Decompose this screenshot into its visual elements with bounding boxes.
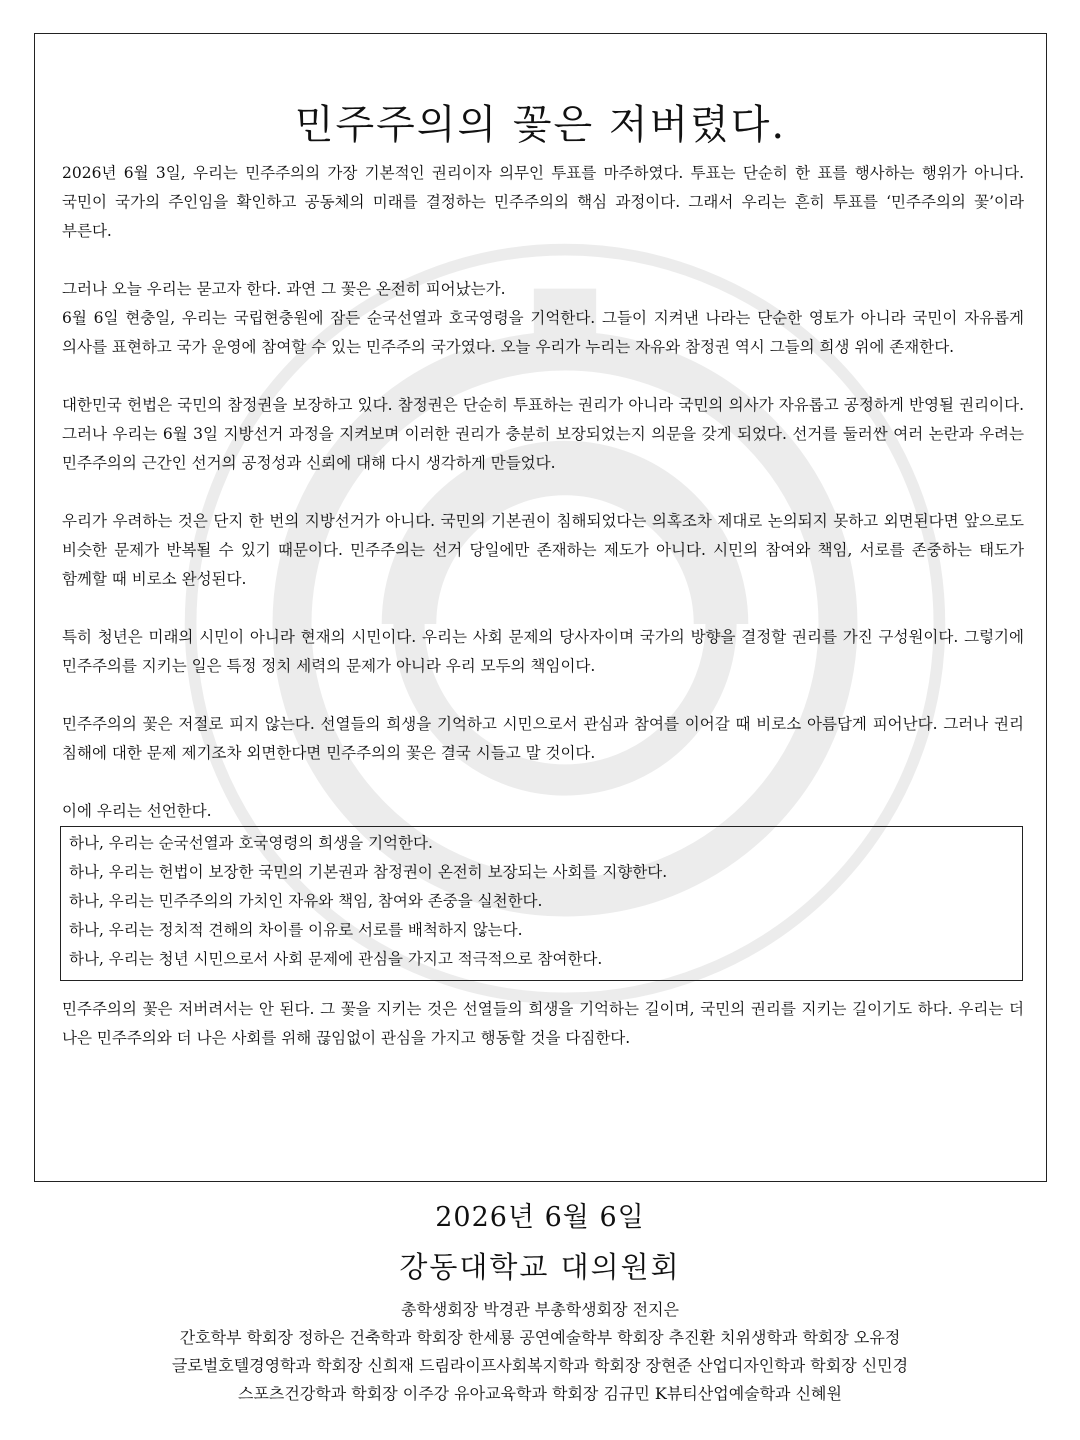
signatory-line: 총학생회장 박경관 부총학생회장 전지은 bbox=[400, 1300, 679, 1319]
pledge-box bbox=[60, 826, 1023, 981]
signatory-line: 스포츠건강학과 학회장 이주강 유아교육학과 학회장 김규민 K뷰티산업예술학과 신혜원 bbox=[238, 1384, 842, 1403]
document-body bbox=[62, 159, 1024, 1053]
pledge-item: 하나, 우리는 민주주의의 가치인 자유와 책임, 참여와 존중을 실천한다. bbox=[69, 892, 543, 910]
organization-name: 강동대학교 대의원회 bbox=[399, 1250, 681, 1284]
statement-date: 2026년 6월 6일 bbox=[435, 1202, 645, 1233]
paragraph-concern: 우리가 우려하는 것은 단지 한 번의 지방선거가 아니다. 국민의 기본권이 침해되었다는 의혹조차 제대로 논의되지 못하고 외면된다면 앞으로도 비슷한 문제가 반복될 수 있기 때문이다. 민주주의는 선거 당일에만 존재하는 제도가 아니다. 시민의 참여와 책임, 서로를 존중하는 태도가 함께할 때 비로소 완성된다. bbox=[62, 512, 1024, 588]
paragraph-closing: 민주주의의 꽃은 저버려서는 안 된다. 그 꽃을 지키는 것은 선열들의 희생을 기억하는 길이며, 국민의 권리를 지키는 길이기도 하다. 우리는 더 나은 민주주의와 더 나은 사회를 위해 끊임없이 관심을 가지고 행동할 것을 다짐한다. bbox=[62, 1000, 1024, 1047]
pledge-item: 하나, 우리는 청년 시민으로서 사회 문제에 관심을 가지고 적극적으로 참여한다. bbox=[69, 950, 603, 968]
signature-block bbox=[0, 1198, 1080, 1408]
signatory-line: 글로벌호텔경영학과 학회장 신희재 드림라이프사회복지학과 학회장 장현준 산업디자인학과 학회장 신민경 bbox=[171, 1356, 909, 1375]
paragraph-declaration: 이에 우리는 선언한다. bbox=[62, 802, 212, 820]
paragraph-intro: 2026년 6월 3일, 우리는 민주주의의 가장 기본적인 권리이자 의무인 투표를 마주하였다. 투표는 단순히 한 표를 행사하는 행위가 아니다. 국민이 국가의 주인임을 확인하고 공동체의 미래를 결정하는 민주주의의 핵심 과정이다. 그래서 우리는 흔히 투표를 ‘민주주의의 꽃’이라 부른다. bbox=[62, 164, 1024, 240]
paragraph-constitution: 대한민국 헌법은 국민의 참정권을 보장하고 있다. 참정권은 단순히 투표하는 권리가 아니라 국민의 의사가 자유롭고 공정하게 반영될 권리이다. 그러나 우리는 6월 3일 지방선거 과정을 지켜보며 이러한 권리가 충분히 보장되었는지 의문을 갖게 되었다. 선거를 둘러싼 여러 논란과 우려는 민주주의의 근간인 선거의 공정성과 신뢰에 대해 다시 생각하게 만들었다. bbox=[62, 396, 1024, 472]
document-title: 민주주의의 꽃은 저버렸다. bbox=[294, 102, 787, 148]
statement-frame bbox=[34, 33, 1047, 1182]
pledge-item: 하나, 우리는 순국선열과 호국영령의 희생을 기억한다. bbox=[69, 834, 433, 852]
paragraph-question: 그러나 오늘 우리는 묻고자 한다. 과연 그 꽃은 온전히 피어났는가. bbox=[62, 280, 506, 298]
pledge-item: 하나, 우리는 헌법이 보장한 국민의 기본권과 참정권이 온전히 보장되는 사회를 지향한다. bbox=[69, 863, 668, 881]
paragraph-memorial: 6월 6일 현충일, 우리는 국립현충원에 잠든 순국선열과 호국영령을 기억한다. 그들이 지켜낸 나라는 단순한 영토가 아니라 국민이 자유롭게 의사를 표현하고 국가 운영에 참여할 수 있는 민주주의 국가였다. 오늘 우리가 누리는 자유와 참정권 역시 그들의 희생 위에 존재한다. bbox=[62, 309, 1024, 356]
signatory-line: 간호학부 학회장 정하은 건축학과 학회장 한세룡 공연예술학부 학회장 추진환 치위생학과 학회장 오유정 bbox=[179, 1328, 901, 1347]
pledge-item: 하나, 우리는 정치적 견해의 차이를 이유로 서로를 배척하지 않는다. bbox=[69, 921, 523, 939]
paragraph-flower: 민주주의의 꽃은 저절로 피지 않는다. 선열들의 희생을 기억하고 시민으로서 관심과 참여를 이어갈 때 비로소 아름답게 피어난다. 그러나 권리 침해에 대한 문제 제기조차 외면한다면 민주주의의 꽃은 결국 시들고 말 것이다. bbox=[62, 715, 1024, 762]
paragraph-youth: 특히 청년은 미래의 시민이 아니라 현재의 시민이다. 우리는 사회 문제의 당사자이며 국가의 방향을 결정할 권리를 가진 구성원이다. 그렇기에 민주주의를 지키는 일은 특정 정치 세력의 문제가 아니라 우리 모두의 책임이다. bbox=[62, 628, 1024, 675]
